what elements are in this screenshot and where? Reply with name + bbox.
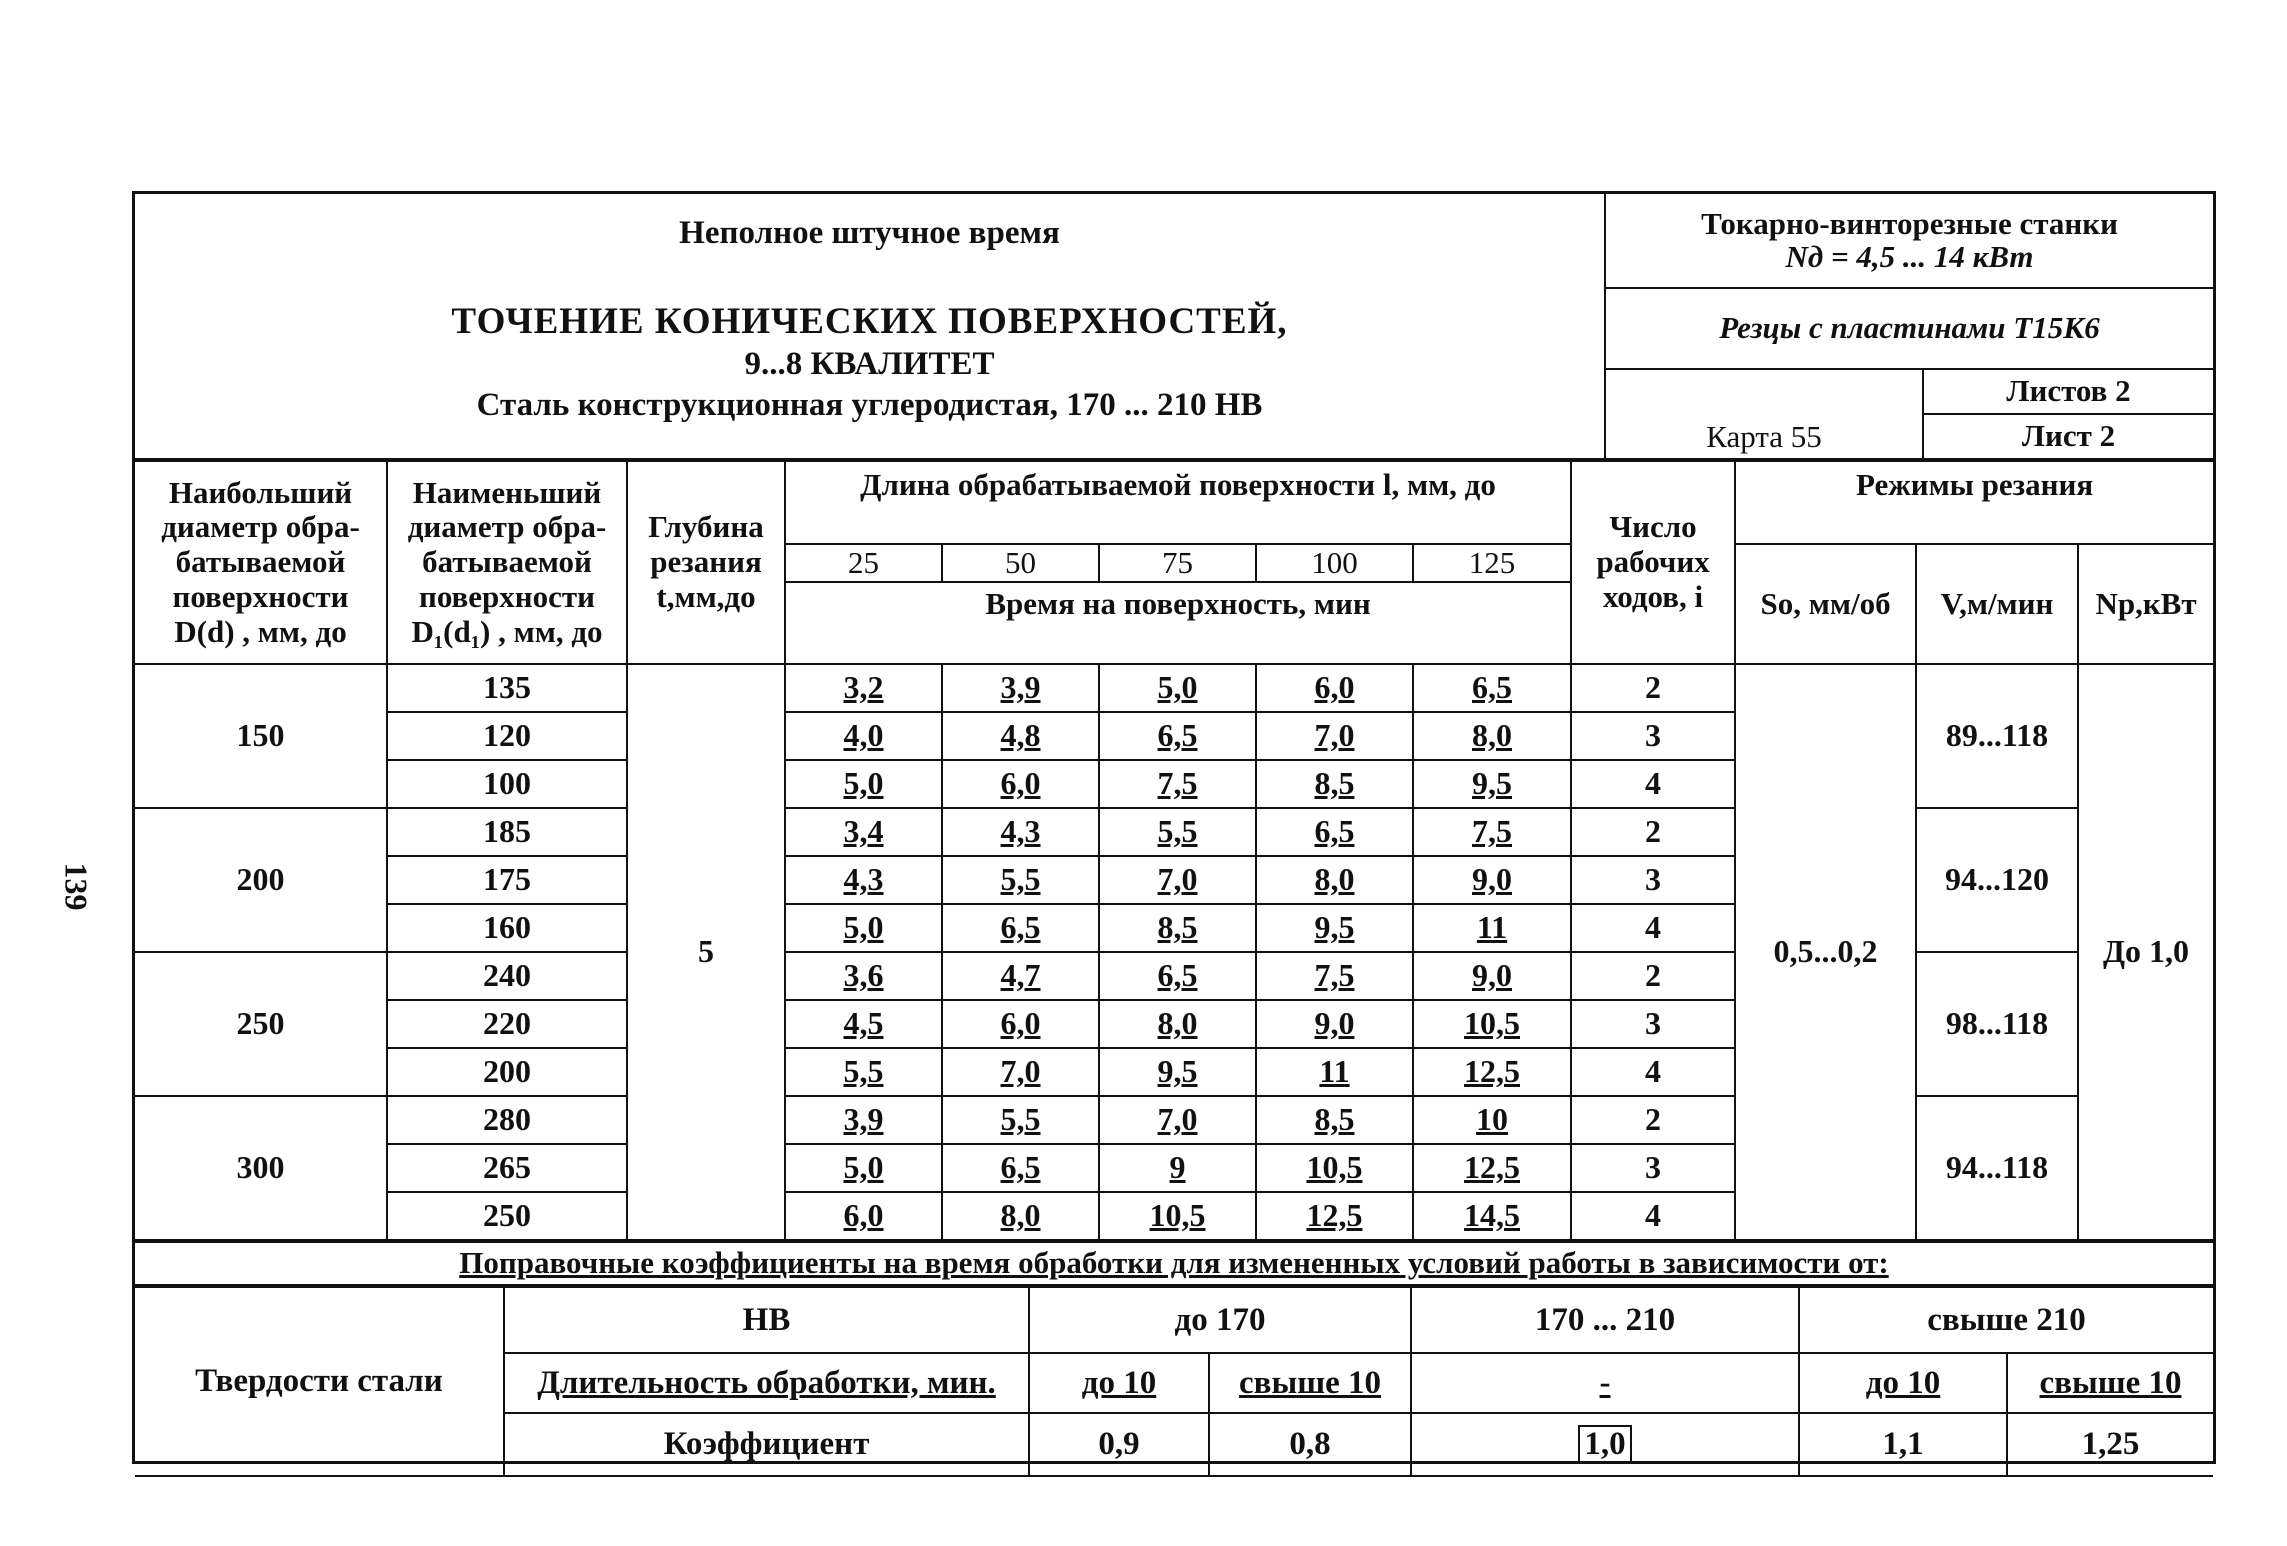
coef: 1,25 [2007, 1413, 2213, 1476]
hb-range: 170 ... 210 [1411, 1287, 1799, 1353]
table-cell: 10 [1413, 1096, 1571, 1144]
table-cell: 9,0 [1413, 856, 1571, 904]
length-50: 50 [942, 544, 1099, 582]
table-cell: 6,5 [1099, 952, 1256, 1000]
col-max-diameter: Наибольший диаметр обра- батываемой поверхности D(d) , мм, до [135, 461, 387, 664]
table-cell: 5,0 [785, 904, 942, 952]
table-cell: 3,9 [942, 664, 1099, 712]
card-frame [132, 191, 2216, 1464]
table-cell: 3 [1571, 1000, 1735, 1048]
speed-value: 94...118 [1916, 1096, 2078, 1240]
table-cell: 9,5 [1256, 904, 1413, 952]
table-cell: 6,0 [1256, 664, 1413, 712]
table-cell: 6,0 [942, 1000, 1099, 1048]
table-cell: 10,5 [1099, 1192, 1256, 1240]
table-cell: 6,5 [942, 904, 1099, 952]
col-speed: V,м/мин [1916, 544, 2078, 664]
table-cell: 7,5 [1256, 952, 1413, 1000]
table-cell: 5,5 [942, 1096, 1099, 1144]
power-value: До 1,0 [2078, 664, 2213, 1240]
duration: - [1411, 1353, 1799, 1413]
length-75: 75 [1099, 544, 1256, 582]
table-cell: 3 [1571, 1144, 1735, 1192]
feed-value: 0,5...0,2 [1735, 664, 1916, 1240]
table-cell: 9,0 [1413, 952, 1571, 1000]
table-cell: 4,8 [942, 712, 1099, 760]
table-cell: 4,5 [785, 1000, 942, 1048]
table-cell: 12,5 [1413, 1144, 1571, 1192]
header-titles [135, 194, 1605, 459]
col-length: Длина обрабатываемой поверхности l, мм, до [785, 461, 1571, 544]
table-cell: 9,5 [1413, 760, 1571, 808]
card-info [1606, 370, 2213, 458]
table-cell: 4,7 [942, 952, 1099, 1000]
card-number: Карта 55 [1606, 370, 1924, 458]
max-diameter: 250 [135, 952, 387, 1096]
hb-label: НВ [504, 1287, 1029, 1353]
subtitle: Неполное штучное время [679, 215, 1060, 251]
table-cell: 2 [1571, 664, 1735, 712]
max-diameter: 300 [135, 1096, 387, 1240]
speed-value: 94...120 [1916, 808, 2078, 952]
col-passes: Число рабочих ходов, i [1571, 461, 1735, 664]
duration: свыше 10 [1209, 1353, 1411, 1413]
table-cell: 265 [387, 1144, 627, 1192]
table-cell: 5,0 [785, 760, 942, 808]
table-cell: 7,5 [1413, 808, 1571, 856]
coef: 1,1 [1799, 1413, 2007, 1476]
duration: до 10 [1029, 1353, 1209, 1413]
col-power: Np,кВт [2078, 544, 2213, 664]
table-cell: 12,5 [1256, 1192, 1413, 1240]
duration: до 10 [1799, 1353, 2007, 1413]
sheet-number: Лист 2 [2021, 418, 2116, 454]
length-125: 125 [1413, 544, 1571, 582]
table-cell: 185 [387, 808, 627, 856]
table-cell: 5,5 [785, 1048, 942, 1096]
table-cell: 8,0 [1413, 712, 1571, 760]
correction-table [135, 1286, 2213, 1477]
coef-label: Коэффициент [504, 1413, 1029, 1476]
table-cell: 3,4 [785, 808, 942, 856]
table-cell: 4 [1571, 904, 1735, 952]
page-title: ТОЧЕНИЕ КОНИЧЕСКИХ ПОВЕРХНОСТЕЙ, [451, 300, 1288, 342]
table-cell: 6,5 [942, 1144, 1099, 1192]
table-cell: 4 [1571, 760, 1735, 808]
table-cell: 11 [1413, 904, 1571, 952]
table-cell: 7,0 [1099, 1096, 1256, 1144]
table-cell: 135 [387, 664, 627, 712]
table-cell: 2 [1571, 1096, 1735, 1144]
table-cell: 3,9 [785, 1096, 942, 1144]
table-cell: 8,5 [1256, 760, 1413, 808]
table-cell: 3,6 [785, 952, 942, 1000]
table-cell: 280 [387, 1096, 627, 1144]
table-cell: 6,5 [1099, 712, 1256, 760]
coef: 0,9 [1029, 1413, 1209, 1476]
table-cell: 10,5 [1256, 1144, 1413, 1192]
table-cell: 2 [1571, 952, 1735, 1000]
table-cell: 4 [1571, 1192, 1735, 1240]
table-cell: 10,5 [1413, 1000, 1571, 1048]
machine-type: Токарно-винторезные станки Nд = 4,5 ... 14 кВт [1606, 194, 2213, 289]
table-cell: 9,0 [1256, 1000, 1413, 1048]
col-depth: Глубина резания t,мм,до [627, 461, 785, 664]
hb-range: до 170 [1029, 1287, 1411, 1353]
length-25: 25 [785, 544, 942, 582]
table-cell: 4,3 [942, 808, 1099, 856]
table-cell: 5,0 [1099, 664, 1256, 712]
table-cell: 11 [1256, 1048, 1413, 1096]
table-cell: 175 [387, 856, 627, 904]
table-cell: 100 [387, 760, 627, 808]
speed-value: 89...118 [1916, 664, 2078, 808]
page-number: 139 [58, 862, 95, 911]
table-cell: 4,3 [785, 856, 942, 904]
table-cell: 4 [1571, 1048, 1735, 1096]
max-diameter: 200 [135, 808, 387, 952]
depth-value: 5 [627, 664, 785, 1240]
card-header [135, 194, 2213, 460]
hb-range: свыше 210 [1799, 1287, 2213, 1353]
table-cell: 5,0 [785, 1144, 942, 1192]
table-cell: 14,5 [1413, 1192, 1571, 1240]
table-cell: 5,5 [1099, 808, 1256, 856]
table-cell: 5,5 [942, 856, 1099, 904]
table-cell: 9,5 [1099, 1048, 1256, 1096]
table-cell: 8,5 [1256, 1096, 1413, 1144]
correction-title-text: Поправочные коэффициенты на время обработки для измененных условий работы в зависимости от: [135, 1242, 2213, 1285]
table-cell: 7,0 [1099, 856, 1256, 904]
max-diameter: 150 [135, 664, 387, 808]
table-cell: 7,0 [942, 1048, 1099, 1096]
table-cell: 160 [387, 904, 627, 952]
table-cell: 7,5 [1099, 760, 1256, 808]
time-header: Время на поверхность, мин [785, 582, 1571, 664]
table-cell: 240 [387, 952, 627, 1000]
table-cell: 220 [387, 1000, 627, 1048]
header-info [1605, 194, 2213, 459]
coef: 0,8 [1209, 1413, 1411, 1476]
table-cell: 3 [1571, 712, 1735, 760]
coef: 1,0 [1411, 1413, 1799, 1476]
table-cell: 2 [1571, 808, 1735, 856]
page-title-line2: 9...8 КВАЛИТЕТ [744, 346, 995, 383]
table-cell: 250 [387, 1192, 627, 1240]
sheets-total: Листов 2 [1924, 368, 2213, 415]
table-cell: 3,2 [785, 664, 942, 712]
table-cell: 9 [1099, 1144, 1256, 1192]
table-cell: 8,0 [942, 1192, 1099, 1240]
duration: свыше 10 [2007, 1353, 2213, 1413]
table-cell: 8,5 [1099, 904, 1256, 952]
table-cell: 12,5 [1413, 1048, 1571, 1096]
table-cell: 7,0 [1256, 712, 1413, 760]
col-feed: So, мм/об [1735, 544, 1916, 664]
material-line: Сталь конструкционная углеродистая, 170 ... 210 НВ [476, 387, 1263, 424]
duration-label: Длительность обработки, мин. [504, 1353, 1029, 1413]
tool-type: Резцы с пластинами Т15К6 [1606, 289, 2213, 370]
table-cell: 120 [387, 712, 627, 760]
col-modes: Режимы резания [1735, 461, 2213, 544]
table-cell: 6,0 [785, 1192, 942, 1240]
table-cell: 4,0 [785, 712, 942, 760]
table-cell: 6,5 [1413, 664, 1571, 712]
correction-title [135, 1241, 2213, 1286]
table-cell: 6,5 [1256, 808, 1413, 856]
table-cell: 8,0 [1099, 1000, 1256, 1048]
factor-label: Твердости стали [135, 1287, 504, 1476]
table-cell: 3 [1571, 856, 1735, 904]
col-min-diameter: Наименьший диаметр обра- батываемой поверхности D₁(d₁) , мм, до [387, 461, 627, 664]
time-table [135, 460, 2213, 1241]
length-100: 100 [1256, 544, 1413, 582]
table-cell: 6,0 [942, 760, 1099, 808]
speed-value: 98...118 [1916, 952, 2078, 1096]
table-cell: 8,0 [1256, 856, 1413, 904]
table-cell: 200 [387, 1048, 627, 1096]
table-row [135, 664, 2213, 712]
